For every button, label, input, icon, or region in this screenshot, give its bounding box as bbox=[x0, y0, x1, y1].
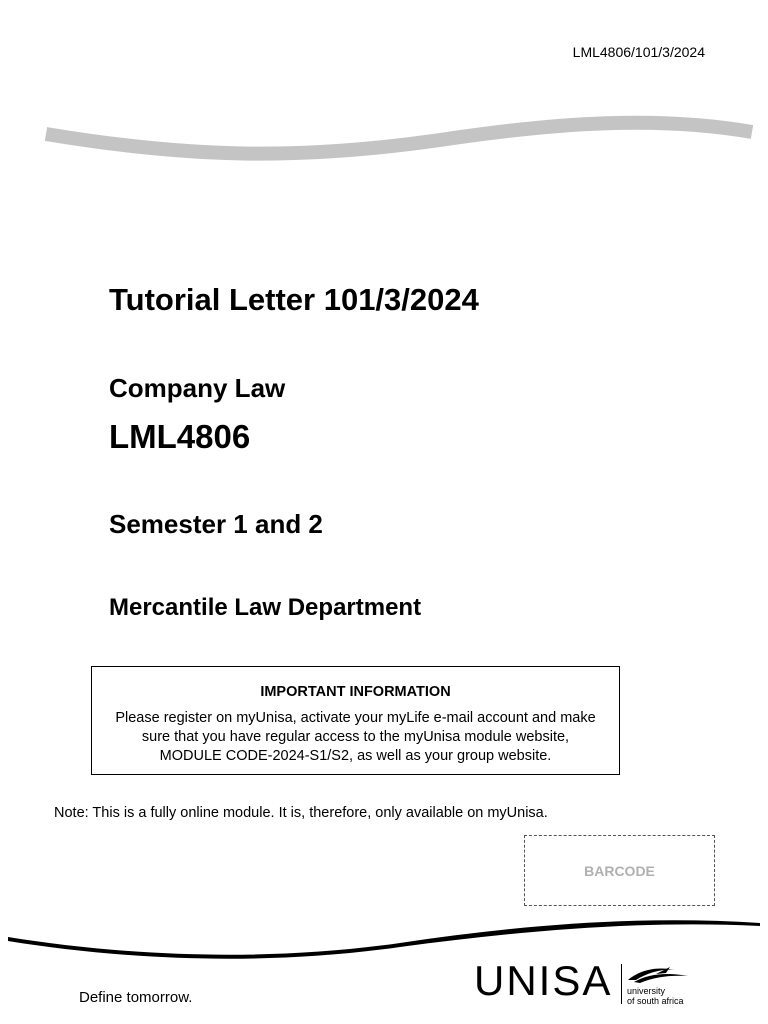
important-information-body: Please register on myUnisa, activate your myLife e-mail account and make sure that you have regular access to the myUnisa module website, MODULE CODE-2024-S1/S2, as well as your group website. bbox=[115, 710, 596, 764]
barcode-placeholder bbox=[524, 835, 715, 906]
important-information-heading: IMPORTANT INFORMATION bbox=[260, 684, 451, 700]
unisa-logo-sub-line-2: of south africa bbox=[627, 996, 684, 1006]
important-information-box bbox=[91, 666, 620, 775]
top-wave-decoration bbox=[40, 110, 760, 170]
unisa-logo-divider bbox=[621, 964, 622, 1004]
subject-name: Company Law bbox=[109, 373, 286, 403]
tutorial-letter-title: Tutorial Letter 101/3/2024 bbox=[109, 282, 479, 317]
document-reference: LML4806/101/3/2024 bbox=[572, 44, 705, 60]
unisa-logo-swoosh-icon bbox=[626, 964, 690, 984]
bottom-wave-decoration bbox=[0, 905, 768, 965]
department-name: Mercantile Law Department bbox=[109, 594, 422, 621]
barcode-label: BARCODE bbox=[584, 862, 655, 879]
semester-label: Semester 1 and 2 bbox=[109, 509, 323, 539]
unisa-tagline: Define tomorrow. bbox=[79, 989, 193, 1006]
unisa-logo-wordmark: UNISA bbox=[474, 957, 613, 1004]
unisa-logo-sub-line-1: university bbox=[627, 986, 666, 996]
module-code: LML4806 bbox=[109, 418, 251, 455]
unisa-logo-subtitle bbox=[627, 986, 684, 1006]
online-module-note: Note: This is a fully online module. It is, therefore, only available on myUnisa. bbox=[54, 805, 548, 821]
